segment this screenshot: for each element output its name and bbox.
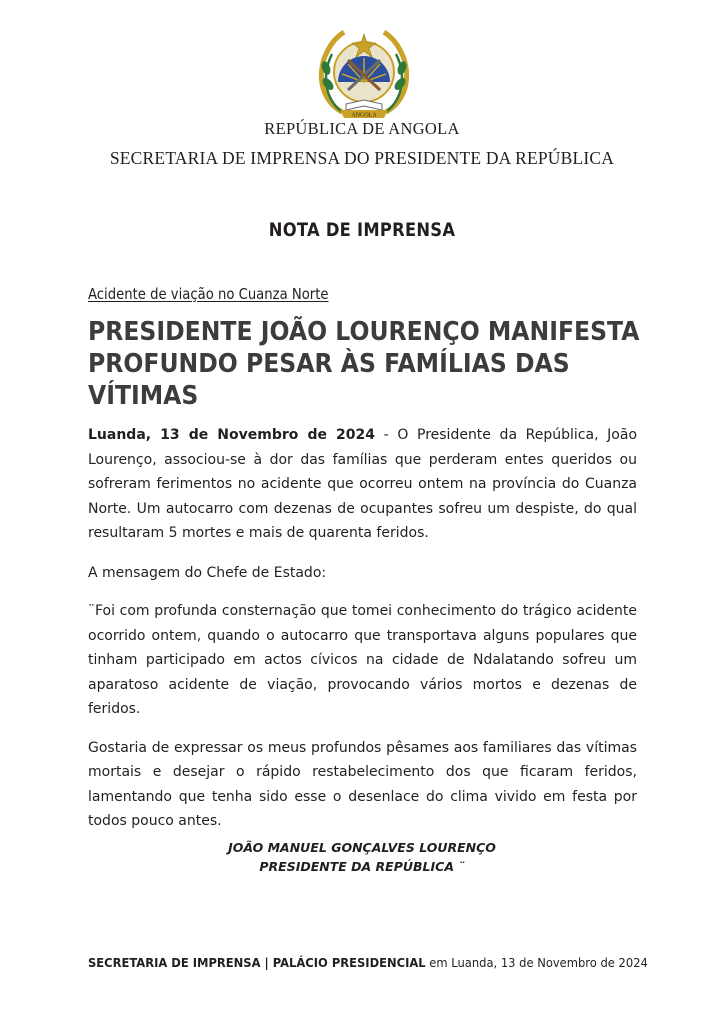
paragraph-1 (88, 423, 637, 546)
headline-line-1: PRESIDENTE JOÃO LOURENÇO MANIFESTA (88, 317, 640, 347)
angola-emblem (302, 20, 426, 120)
dateline: Luanda, 13 de Novembro de 2024 (88, 427, 375, 443)
republic-heading: REPÚBLICA DE ANGOLA (264, 119, 460, 138)
headline-line-2: PROFUNDO PESAR ÀS FAMÍLIAS DAS VÍTIMAS (88, 349, 570, 411)
paragraph-3: ¨Foi com profunda consternação que tomei conhecimento do trágico acidente ocorrido ontem, quando o autocarro que transportava alguns populares que tinham participado em actos cívicos na cidade de Ndalatando sofreu um aparatoso acidente de viação, provocando vários mortos e dezenas de feridos. (88, 603, 637, 717)
article-body (88, 423, 637, 848)
emblem-ribbon-text: ANGOLA (351, 112, 377, 119)
signature-block (0, 838, 724, 876)
signature-title: PRESIDENTE DA REPÚBLICA ¨ (259, 859, 465, 874)
document-type-title: NOTA DE IMPRENSA (268, 219, 456, 241)
signature-name: JOÃO MANUEL GONÇALVES LOURENÇO (228, 840, 496, 855)
headline (88, 316, 667, 412)
subtitle: Acidente de viação no Cuanza Norte (88, 285, 329, 303)
footer-org: SECRETARIA DE IMPRENSA | PALÁCIO PRESIDENCIAL (88, 956, 426, 971)
secretariat-heading: SECRETARIA DE IMPRENSA DO PRESIDENTE DA REPÚBLICA (109, 148, 615, 168)
paragraph-1-text: - O Presidente da República, João Lourenço, associou-se à dor das famílias que perderam entes queridos ou sofreram ferimentos no acidente que ocorreu ontem na província do Cuanza Norte. Um autocarro com dezenas de ocupantes sofreu um despiste, do qual resultaram 5 mortes e mais de quarenta feridos. (88, 427, 638, 541)
paragraph-4: Gostaria de expressar os meus profundos pêsames aos familiares das vítimas mortais e desejar o rápido restabelecimento dos que ficaram feridos, lamentando que tenha sido esse o desenlace do clima vivido em festa por todos pouco antes. (88, 739, 637, 829)
paragraph-2: A mensagem do Chefe de Estado: (88, 564, 327, 581)
footer (88, 956, 648, 971)
footer-location-date: em Luanda, 13 de Novembro de 2024 (425, 956, 648, 971)
